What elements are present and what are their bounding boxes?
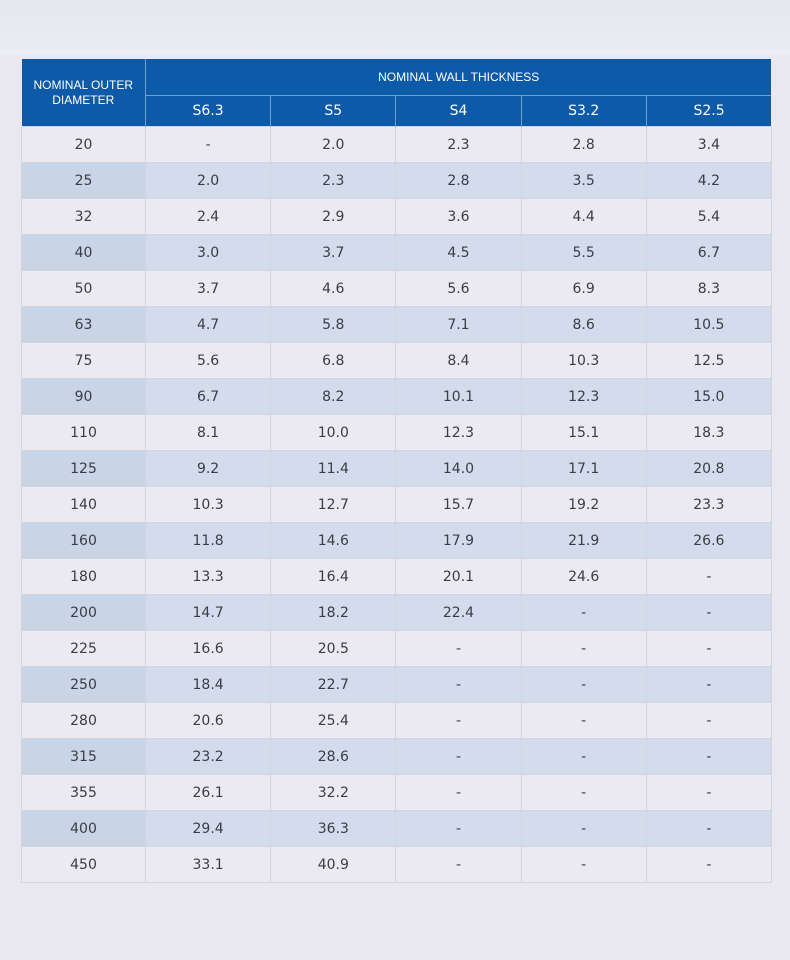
cell-wall-thickness: 6.7 (146, 379, 271, 415)
cell-wall-thickness: 6.8 (271, 343, 396, 379)
cell-wall-thickness: 11.8 (146, 523, 271, 559)
cell-wall-thickness: 10.0 (271, 415, 396, 451)
cell-wall-thickness: 18.4 (146, 667, 271, 703)
cell-wall-thickness: - (521, 595, 646, 631)
cell-wall-thickness: 4.5 (396, 235, 521, 271)
header-series-s5: S5 (271, 96, 396, 127)
cell-wall-thickness: 4.2 (646, 163, 771, 199)
cell-wall-thickness: 3.7 (146, 271, 271, 307)
cell-wall-thickness: 10.3 (146, 487, 271, 523)
cell-wall-thickness: 2.3 (396, 127, 521, 163)
table-body (22, 127, 772, 883)
cell-wall-thickness: 14.7 (146, 595, 271, 631)
table-row (22, 631, 772, 667)
cell-outer-diameter: 180 (22, 559, 146, 595)
cell-wall-thickness: 15.1 (521, 415, 646, 451)
cell-wall-thickness: 22.7 (271, 667, 396, 703)
cell-outer-diameter: 25 (22, 163, 146, 199)
cell-wall-thickness: 23.3 (646, 487, 771, 523)
wall-thickness-table (21, 59, 772, 883)
cell-wall-thickness: 8.3 (646, 271, 771, 307)
cell-wall-thickness: 3.4 (646, 127, 771, 163)
cell-wall-thickness: 32.2 (271, 775, 396, 811)
cell-wall-thickness: - (646, 775, 771, 811)
cell-wall-thickness: 4.7 (146, 307, 271, 343)
header-series-s2-5: S2.5 (646, 96, 771, 127)
cell-wall-thickness: - (646, 667, 771, 703)
cell-wall-thickness: 2.0 (271, 127, 396, 163)
cell-outer-diameter: 280 (22, 703, 146, 739)
cell-outer-diameter: 40 (22, 235, 146, 271)
cell-wall-thickness: 17.1 (521, 451, 646, 487)
cell-wall-thickness: 2.0 (146, 163, 271, 199)
cell-wall-thickness: 29.4 (146, 811, 271, 847)
table-row (22, 595, 772, 631)
cell-wall-thickness: 3.7 (271, 235, 396, 271)
table-row (22, 343, 772, 379)
cell-wall-thickness: - (521, 775, 646, 811)
cell-wall-thickness: 14.0 (396, 451, 521, 487)
cell-wall-thickness: 9.2 (146, 451, 271, 487)
cell-wall-thickness: 20.1 (396, 559, 521, 595)
cell-wall-thickness: 5.6 (396, 271, 521, 307)
table-row (22, 559, 772, 595)
cell-wall-thickness: 3.6 (396, 199, 521, 235)
cell-wall-thickness: - (521, 811, 646, 847)
cell-wall-thickness: - (396, 775, 521, 811)
cell-wall-thickness: - (646, 703, 771, 739)
cell-wall-thickness: 8.6 (521, 307, 646, 343)
cell-wall-thickness: 33.1 (146, 847, 271, 883)
cell-wall-thickness: - (521, 667, 646, 703)
header-nominal-wall-thickness: NOMINAL WALL THICKNESS (146, 59, 772, 96)
cell-wall-thickness: 10.5 (646, 307, 771, 343)
cell-wall-thickness: 40.9 (271, 847, 396, 883)
cell-wall-thickness: 26.6 (646, 523, 771, 559)
table-row (22, 379, 772, 415)
cell-wall-thickness: 17.9 (396, 523, 521, 559)
cell-wall-thickness: 8.4 (396, 343, 521, 379)
table-row (22, 199, 772, 235)
cell-outer-diameter: 110 (22, 415, 146, 451)
cell-wall-thickness: 24.6 (521, 559, 646, 595)
cell-outer-diameter: 140 (22, 487, 146, 523)
table-header (22, 59, 772, 127)
cell-wall-thickness: 20.8 (646, 451, 771, 487)
cell-outer-diameter: 315 (22, 739, 146, 775)
cell-wall-thickness: 2.8 (396, 163, 521, 199)
table-row (22, 163, 772, 199)
cell-wall-thickness: - (396, 667, 521, 703)
cell-wall-thickness: 13.3 (146, 559, 271, 595)
cell-wall-thickness: - (396, 811, 521, 847)
cell-wall-thickness: - (521, 703, 646, 739)
cell-wall-thickness: 7.1 (396, 307, 521, 343)
cell-outer-diameter: 50 (22, 271, 146, 307)
cell-wall-thickness: 2.9 (271, 199, 396, 235)
cell-wall-thickness: 14.6 (271, 523, 396, 559)
cell-wall-thickness: 3.5 (521, 163, 646, 199)
cell-wall-thickness: 3.0 (146, 235, 271, 271)
header-series-s6-3: S6.3 (146, 96, 271, 127)
table-row (22, 451, 772, 487)
cell-wall-thickness: - (521, 847, 646, 883)
cell-wall-thickness: - (646, 595, 771, 631)
table-row (22, 847, 772, 883)
cell-outer-diameter: 200 (22, 595, 146, 631)
cell-wall-thickness: 25.4 (271, 703, 396, 739)
cell-wall-thickness: 5.6 (146, 343, 271, 379)
cell-outer-diameter: 90 (22, 379, 146, 415)
cell-wall-thickness: - (521, 739, 646, 775)
header-nominal-outer-diameter: NOMINAL OUTER DIAMETER (22, 59, 146, 127)
cell-wall-thickness: - (646, 559, 771, 595)
table-row (22, 667, 772, 703)
cell-wall-thickness: 16.6 (146, 631, 271, 667)
cell-wall-thickness: - (646, 739, 771, 775)
cell-wall-thickness: 20.5 (271, 631, 396, 667)
cell-wall-thickness: 12.3 (521, 379, 646, 415)
table-row (22, 127, 772, 163)
cell-wall-thickness: - (396, 739, 521, 775)
cell-outer-diameter: 250 (22, 667, 146, 703)
cell-outer-diameter: 75 (22, 343, 146, 379)
cell-wall-thickness: - (646, 811, 771, 847)
cell-wall-thickness: 23.2 (146, 739, 271, 775)
table-row (22, 739, 772, 775)
cell-wall-thickness: 22.4 (396, 595, 521, 631)
cell-wall-thickness: 5.5 (521, 235, 646, 271)
cell-wall-thickness: 10.1 (396, 379, 521, 415)
cell-wall-thickness: 18.2 (271, 595, 396, 631)
table-row (22, 487, 772, 523)
cell-wall-thickness: - (646, 631, 771, 667)
cell-outer-diameter: 225 (22, 631, 146, 667)
table-row (22, 271, 772, 307)
cell-wall-thickness: 8.2 (271, 379, 396, 415)
table-row (22, 307, 772, 343)
cell-wall-thickness: 11.4 (271, 451, 396, 487)
cell-wall-thickness: - (146, 127, 271, 163)
cell-wall-thickness: 15.0 (646, 379, 771, 415)
cell-wall-thickness: - (646, 847, 771, 883)
cell-outer-diameter: 160 (22, 523, 146, 559)
cell-wall-thickness: 12.7 (271, 487, 396, 523)
top-band (0, 0, 790, 55)
cell-wall-thickness: 36.3 (271, 811, 396, 847)
cell-outer-diameter: 20 (22, 127, 146, 163)
cell-wall-thickness: 21.9 (521, 523, 646, 559)
cell-wall-thickness: 4.4 (521, 199, 646, 235)
table-row (22, 235, 772, 271)
cell-wall-thickness: 26.1 (146, 775, 271, 811)
table-row (22, 811, 772, 847)
cell-wall-thickness: 5.8 (271, 307, 396, 343)
cell-wall-thickness: 12.3 (396, 415, 521, 451)
cell-wall-thickness: - (396, 847, 521, 883)
cell-wall-thickness: 28.6 (271, 739, 396, 775)
table-row (22, 415, 772, 451)
cell-wall-thickness: 20.6 (146, 703, 271, 739)
cell-wall-thickness: 19.2 (521, 487, 646, 523)
header-series-s4: S4 (396, 96, 521, 127)
cell-wall-thickness: 4.6 (271, 271, 396, 307)
cell-outer-diameter: 400 (22, 811, 146, 847)
cell-wall-thickness: 2.8 (521, 127, 646, 163)
cell-wall-thickness: 10.3 (521, 343, 646, 379)
cell-wall-thickness: - (521, 631, 646, 667)
cell-wall-thickness: - (396, 703, 521, 739)
cell-outer-diameter: 32 (22, 199, 146, 235)
cell-wall-thickness: 18.3 (646, 415, 771, 451)
header-series-s3-2: S3.2 (521, 96, 646, 127)
table-row (22, 523, 772, 559)
cell-outer-diameter: 355 (22, 775, 146, 811)
cell-wall-thickness: 2.3 (271, 163, 396, 199)
cell-wall-thickness: 15.7 (396, 487, 521, 523)
cell-wall-thickness: 6.7 (646, 235, 771, 271)
cell-wall-thickness: 16.4 (271, 559, 396, 595)
cell-wall-thickness: 6.9 (521, 271, 646, 307)
cell-outer-diameter: 125 (22, 451, 146, 487)
cell-outer-diameter: 450 (22, 847, 146, 883)
cell-outer-diameter: 63 (22, 307, 146, 343)
cell-wall-thickness: 8.1 (146, 415, 271, 451)
table-row (22, 775, 772, 811)
cell-wall-thickness: - (396, 631, 521, 667)
table-row (22, 703, 772, 739)
cell-wall-thickness: 2.4 (146, 199, 271, 235)
cell-wall-thickness: 5.4 (646, 199, 771, 235)
cell-wall-thickness: 12.5 (646, 343, 771, 379)
